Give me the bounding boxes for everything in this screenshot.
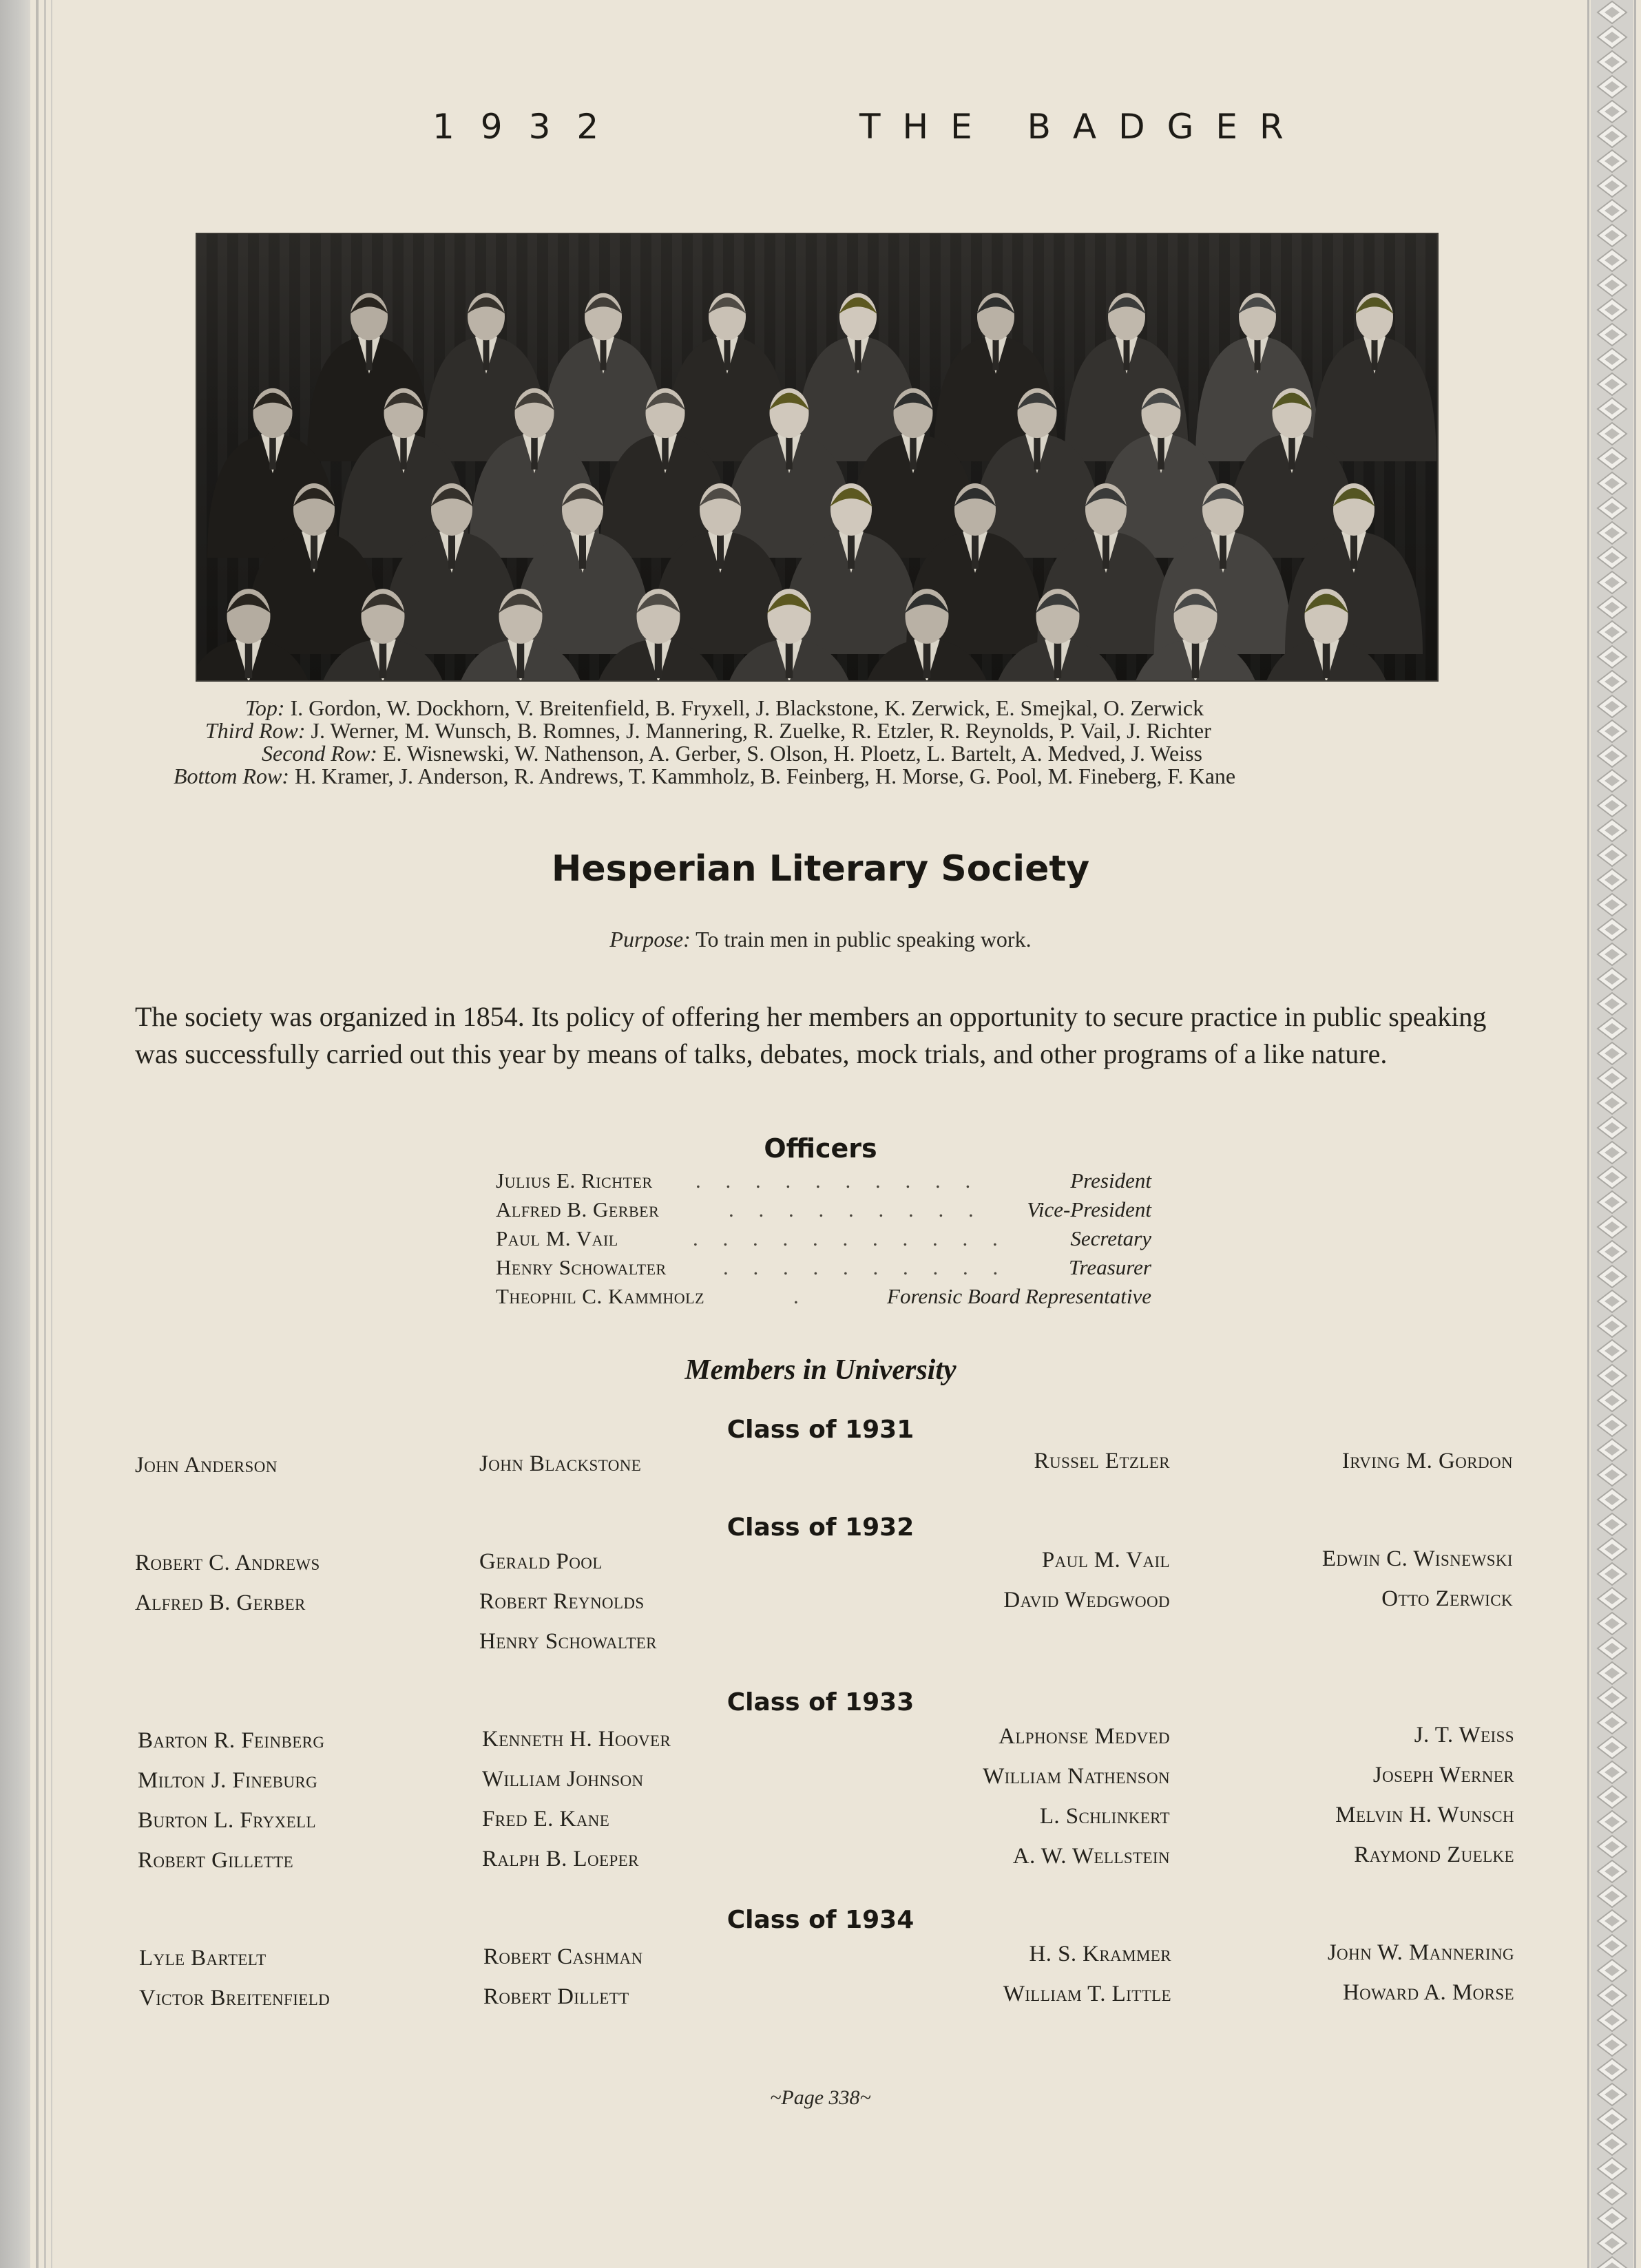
officer-role: Forensic Board Representative <box>887 1284 1151 1308</box>
member-name: Joseph Werner <box>1372 1763 1514 1787</box>
purpose-text: To train men in public speaking work. <box>696 927 1032 952</box>
member-name: William T. Little <box>1003 1982 1171 2006</box>
caption-label: Bottom Row: <box>174 764 289 788</box>
member-name: J. T. Weiss <box>1414 1723 1514 1747</box>
member-name: Alfred B. Gerber <box>135 1590 306 1615</box>
officer-row <box>496 1255 1151 1284</box>
member-name: Barton R. Feinberg <box>138 1728 325 1753</box>
member-name: Burton L. Fryxell <box>138 1808 316 1833</box>
member-name: Howard A. Morse <box>1342 1980 1514 2005</box>
person-figure <box>1313 293 1436 461</box>
member-name: Raymond Zuelke <box>1354 1842 1514 1867</box>
member-name: Milton J. Fineburg <box>138 1768 318 1793</box>
caption-label: Third Row: <box>205 718 306 743</box>
caption-line-top <box>245 697 1204 720</box>
member-name: William Johnson <box>482 1767 644 1792</box>
member-name: Paul M. Vail <box>1041 1548 1170 1573</box>
member-name: L. Schlinkert <box>1039 1804 1170 1829</box>
group-photo <box>197 234 1437 680</box>
caption-names: J. Werner, M. Wunsch, B. Romnes, J. Mannering, R. Zuelke, R. Etzler, R. Reynolds, P. Vail, J. Richter <box>311 718 1211 743</box>
member-name: Otto Zerwick <box>1381 1586 1513 1611</box>
member-name: Kenneth H. Hoover <box>482 1727 671 1752</box>
member-name: Russel Etzler <box>1034 1449 1170 1473</box>
class-heading: Class of 1933 <box>727 1688 914 1716</box>
person-figure <box>665 293 789 461</box>
officer-role: Treasurer <box>1068 1255 1151 1279</box>
group-photo-figures <box>197 234 1437 680</box>
leader-dots: . . . . . . . . . <box>729 1197 983 1221</box>
officer-row <box>496 1168 1151 1197</box>
member-name: Victor Breitenfield <box>139 1986 331 2010</box>
class-heading: Class of 1931 <box>727 1416 914 1444</box>
caption-label: Second Row: <box>262 741 377 766</box>
header-title: THE BADGER <box>859 107 1306 147</box>
person-figure <box>541 293 665 461</box>
member-name: Lyle Bartelt <box>139 1946 266 1971</box>
caption-line-second-row <box>262 742 1202 765</box>
officer-role: Secretary <box>1070 1226 1151 1250</box>
caption-names: I. Gordon, W. Dockhorn, V. Breitenfield, B. Fryxell, J. Blackstone, K. Zerwick, E. Smejkal, O. Zerwick <box>290 695 1204 720</box>
member-name: H. S. Krammer <box>1029 1942 1171 1966</box>
officer-name: Julius E. Richter <box>496 1168 653 1193</box>
purpose-label: Purpose: <box>609 927 691 952</box>
officer-role: President <box>1070 1168 1151 1193</box>
member-name: Alphonse Medved <box>999 1724 1170 1749</box>
caption-line-third-row <box>205 720 1211 742</box>
officer-row <box>496 1197 1151 1226</box>
member-name: Robert Gillette <box>138 1848 294 1873</box>
officer-name: Theophil C. Kammholz <box>496 1284 705 1308</box>
member-name: Henry Schowalter <box>479 1629 657 1654</box>
member-name: Robert C. Andrews <box>135 1551 320 1575</box>
purpose-line <box>0 927 1641 952</box>
member-name: Robert Dillett <box>483 1984 629 2009</box>
member-name: Robert Reynolds <box>479 1589 645 1614</box>
member-name: Fred E. Kane <box>482 1807 610 1831</box>
leader-dots: . <box>793 1284 808 1308</box>
class-heading: Class of 1932 <box>727 1513 914 1542</box>
header-year: 1932 <box>432 107 625 147</box>
member-name: Irving M. Gordon <box>1341 1449 1513 1473</box>
member-name: Gerald Pool <box>479 1549 603 1574</box>
officer-row <box>496 1284 1151 1313</box>
leader-dots: . . . . . . . . . . . <box>693 1226 1007 1250</box>
member-name: William Nathenson <box>983 1764 1170 1789</box>
page-number: ~Page 338~ <box>770 2086 871 2109</box>
leader-dots: . . . . . . . . . . <box>723 1255 1008 1279</box>
caption-line-bottom-row <box>174 765 1235 788</box>
caption-label: Top: <box>245 695 285 720</box>
member-name: Melvin H. Wunsch <box>1335 1803 1514 1827</box>
caption-names: H. Kramer, J. Anderson, R. Andrews, T. Kammholz, B. Feinberg, H. Morse, G. Pool, M. Fineberg, F. Kane <box>294 764 1236 788</box>
page-header <box>0 107 1641 162</box>
officer-row <box>496 1226 1151 1255</box>
officer-role: Vice-President <box>1027 1197 1151 1221</box>
member-name: Ralph B. Loeper <box>482 1847 639 1871</box>
officers-heading: Officers <box>764 1133 877 1164</box>
member-name: Robert Cashman <box>483 1944 643 1969</box>
caption-names: E. Wisnewski, W. Nathenson, A. Gerber, S. Olson, H. Ploetz, L. Bartelt, A. Medved, J. Weiss <box>382 741 1202 766</box>
officer-name: Paul M. Vail <box>496 1226 618 1250</box>
member-name: John Anderson <box>135 1453 278 1478</box>
member-name: John W. Mannering <box>1327 1940 1514 1965</box>
officer-name: Alfred B. Gerber <box>496 1197 660 1221</box>
class-heading: Class of 1934 <box>727 1906 914 1934</box>
member-name: David Wedgwood <box>1003 1588 1170 1613</box>
page-title: Hesperian Literary Society <box>551 848 1090 890</box>
society-description: The society was organized in 1854. Its policy of offering her members an opportunity to secure practice in public speaking was successfully carried out this year by means of talks, debates, mock trials, and other programs of a like nature. <box>135 1001 1487 1069</box>
member-name: John Blackstone <box>479 1451 642 1476</box>
member-name: A. W. Wellstein <box>1012 1844 1170 1869</box>
member-name: Edwin C. Wisnewski <box>1321 1546 1513 1571</box>
members-heading: Members in University <box>684 1354 957 1386</box>
officer-name: Henry Schowalter <box>496 1255 667 1279</box>
leader-dots: . . . . . . . . . . <box>696 1168 981 1193</box>
